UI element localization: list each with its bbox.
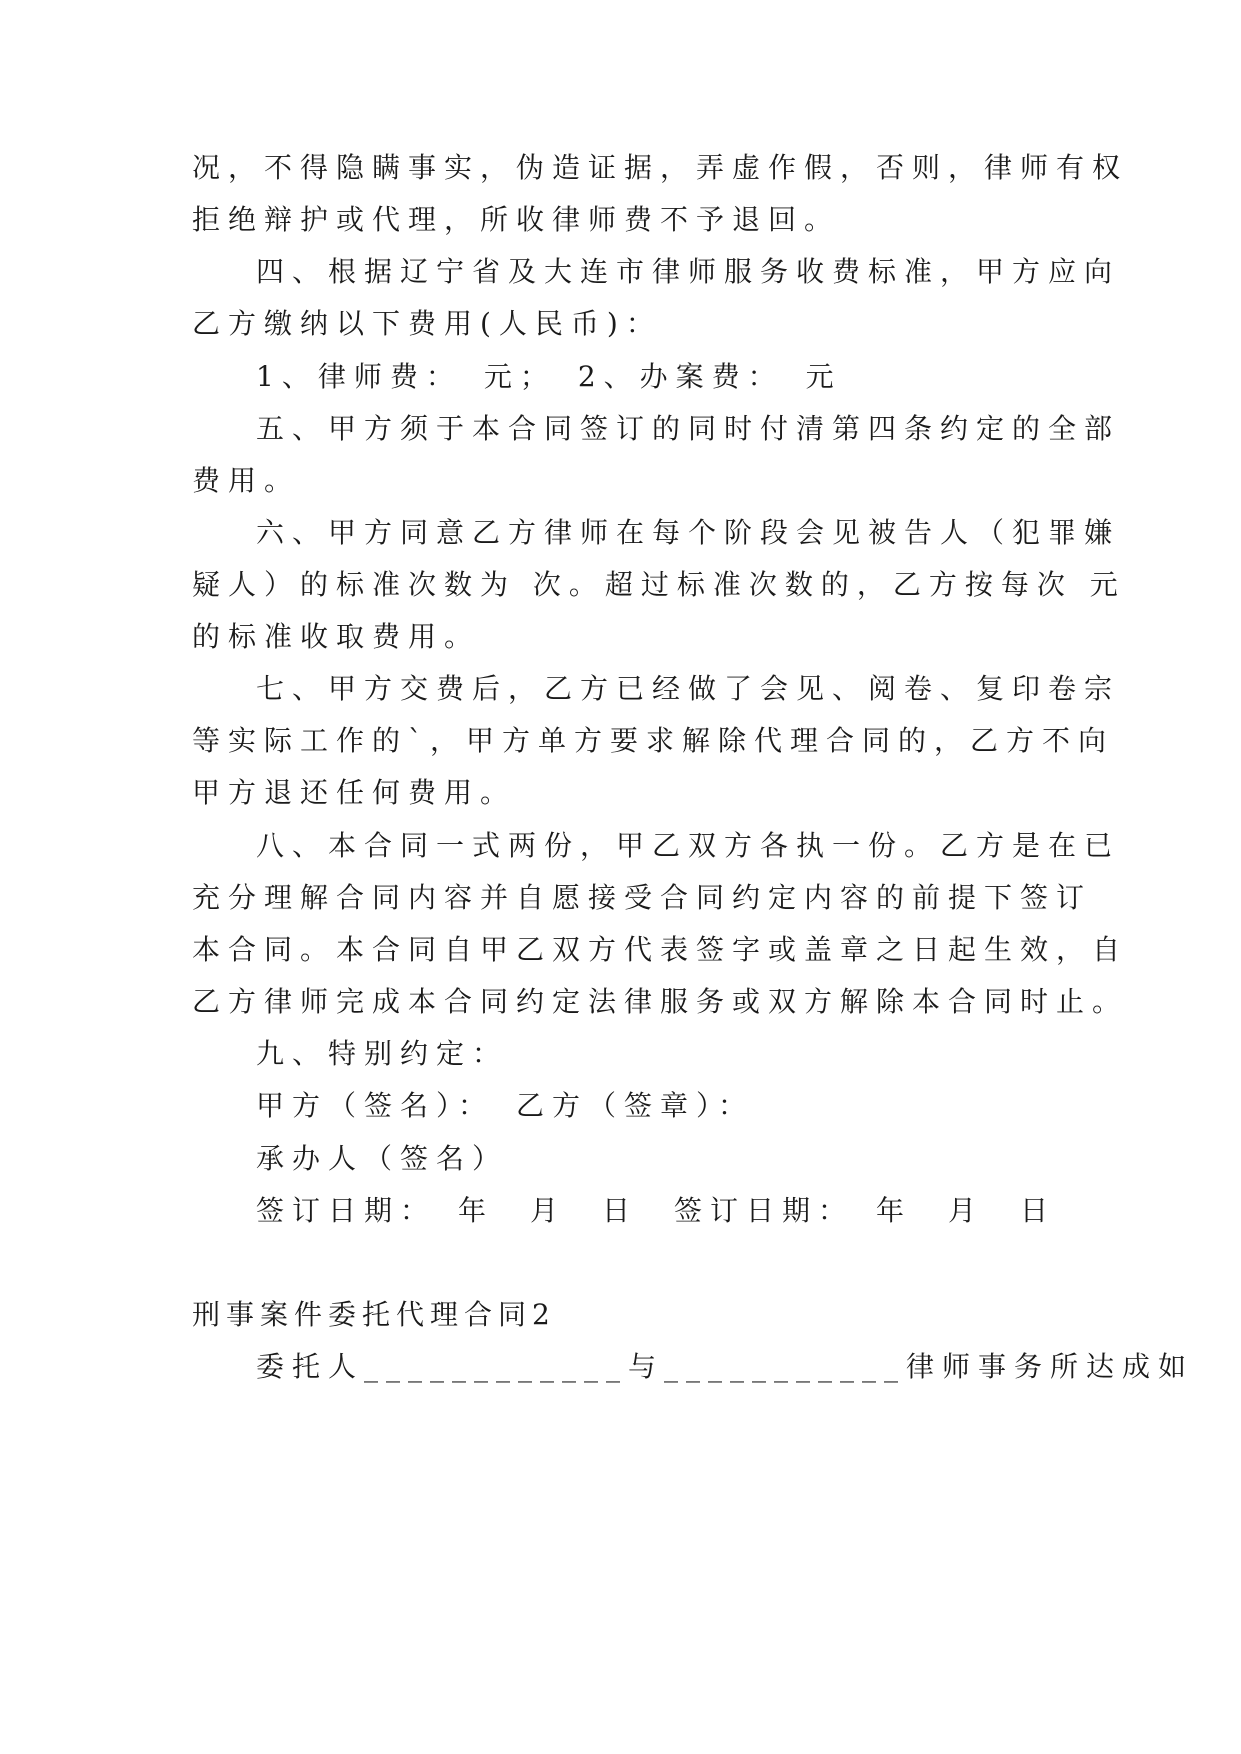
text-line: 拒绝辩护或代理，所收律师费不予退回。 (192, 203, 841, 236)
signature-line: 甲方（签名）： 乙方（签章）： (256, 1089, 755, 1122)
text-line: 乙方缴纳以下费用(人民币)： (192, 307, 662, 340)
text-line: 等实际工作的`，甲方单方要求解除代理合同的，乙方不向 (192, 724, 1115, 757)
text-line: 乙方律师完成本合同约定法律服务或双方解除本合同时止。 (192, 985, 1129, 1018)
text-line: 委托人____________与___________律师事务所达成如 (256, 1350, 1195, 1383)
text-line: 甲方退还任何费用。 (192, 776, 517, 809)
text-line: 充分理解合同内容并自愿接受合同约定内容的前提下签订 (192, 881, 1093, 914)
text-line: 的标准收取费用。 (192, 620, 481, 653)
paragraph-8-line: 八、本合同一式两份，甲乙双方各执一份。乙方是在已 (256, 829, 1121, 862)
paragraph-7-line: 七、甲方交费后，乙方已经做了会见、阅卷、复印卷宗 (256, 672, 1121, 705)
text-line: 况，不得隐瞒事实，伪造证据，弄虚作假，否则，律师有权 (192, 151, 1129, 184)
text-line: 疑人）的标准次数为 次。超过标准次数的，乙方按每次 元 (192, 568, 1126, 601)
date-line: 签订日期： 年 月 日 签订日期： 年 月 日 (256, 1194, 1057, 1227)
paragraph-6-line: 六、甲方同意乙方律师在每个阶段会见被告人（犯罪嫌 (256, 516, 1121, 549)
fee-line: 1、律师费： 元； 2、办案费： 元 (256, 360, 842, 393)
paragraph-5-line: 五、甲方须于本合同签订的同时付清第四条约定的全部 (256, 412, 1121, 445)
handler-line: 承办人（签名） (256, 1142, 509, 1175)
text-line: 本合同。本合同自甲乙双方代表签字或盖章之日起生效，自 (192, 933, 1129, 966)
paragraph-4-line: 四、根据辽宁省及大连市律师服务收费标准，甲方应向 (256, 255, 1121, 288)
paragraph-9-line: 九、特别约定： (256, 1037, 509, 1070)
section-title: 刑事案件委托代理合同2 (192, 1298, 556, 1331)
text-line: 费用。 (192, 464, 301, 497)
